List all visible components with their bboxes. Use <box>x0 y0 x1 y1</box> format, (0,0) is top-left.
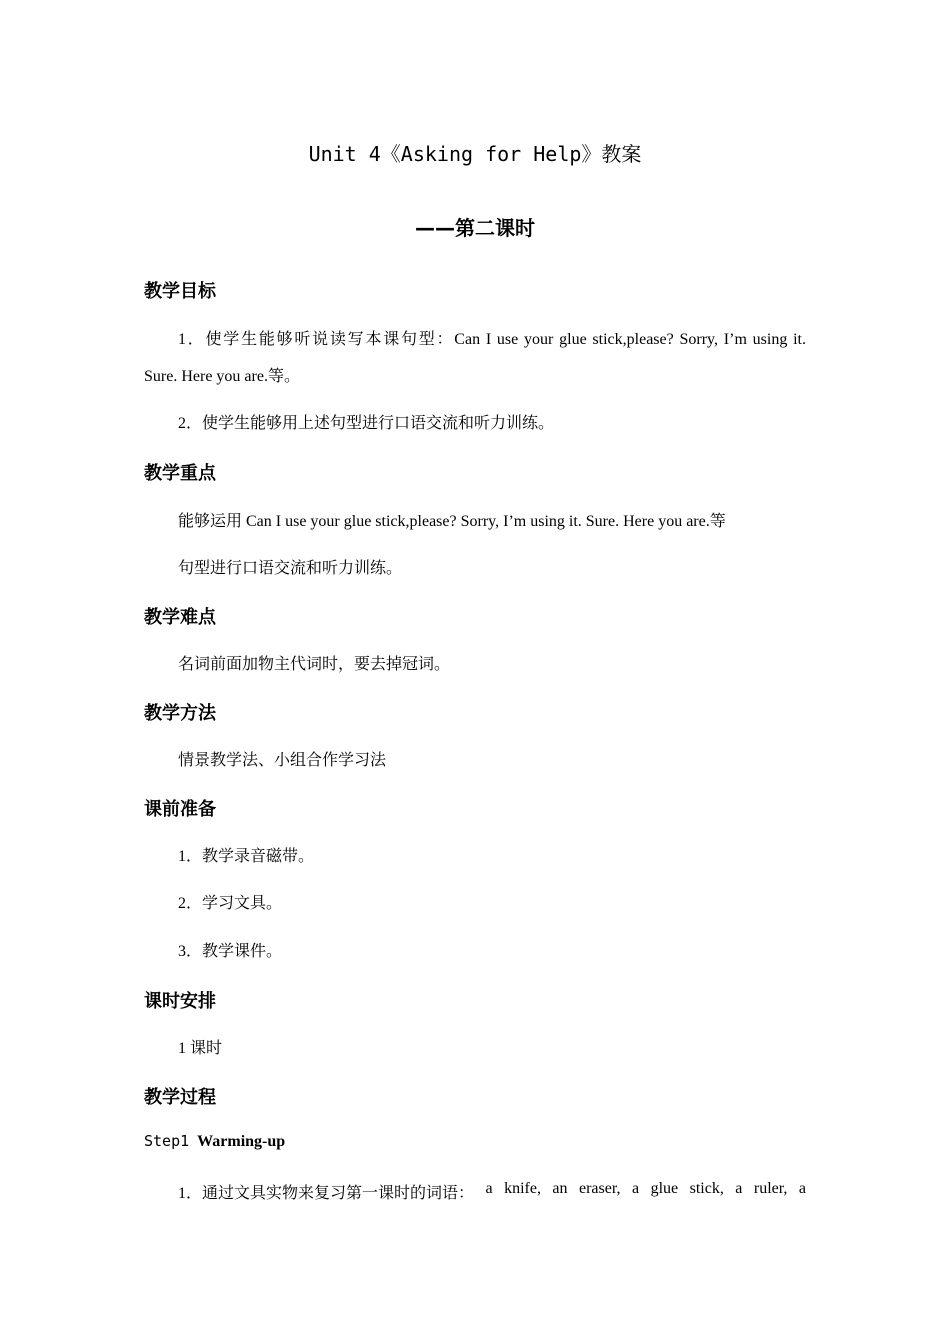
methods-line-1: 情景教学法、小组合作学习法 <box>178 752 387 769</box>
objectives-item-2: 2．使学生能够用上述句型进行口语交流和听力训练。 <box>178 415 555 432</box>
key-points-line-1: 能够运用 Can I use your glue stick,please? Sorry, I’m using it. Sure. Here you are.等 <box>178 513 726 530</box>
key-points-line-2: 句型进行口语交流和听力训练。 <box>178 560 403 577</box>
process-item-1-word: an <box>552 1180 568 1197</box>
step-label: Step1 <box>144 1132 190 1150</box>
process-item-1-word: glue <box>650 1180 679 1197</box>
process-item-1 <box>178 1180 806 1203</box>
document-subtitle: ——第二课时 <box>415 216 535 240</box>
process-item-1-word: stick, <box>689 1180 724 1197</box>
document-title: Unit 4《Asking for Help》教案 <box>308 142 642 166</box>
heading-key-points: 教学重点 <box>144 463 216 484</box>
heading-difficulties: 教学难点 <box>144 607 216 628</box>
step-title: Warming-up <box>197 1133 286 1150</box>
preparation-item-1: 1．教学录音磁带。 <box>178 848 315 865</box>
heading-process: 教学过程 <box>144 1087 216 1108</box>
process-item-1-word: a <box>798 1180 806 1197</box>
preparation-item-2: 2．学习文具。 <box>178 895 283 912</box>
heading-preparation: 课前准备 <box>144 799 216 820</box>
process-item-1-word: eraser, <box>578 1180 621 1197</box>
process-item-1-word: a <box>632 1180 640 1197</box>
heading-schedule: 课时安排 <box>144 991 216 1012</box>
heading-objectives: 教学目标 <box>144 281 216 302</box>
process-item-1-word: ruler, <box>753 1180 788 1197</box>
objectives-item-1-line-2: Sure. Here you are.等。 <box>144 368 300 385</box>
process-item-1-word: knife, <box>504 1180 541 1197</box>
process-item-1-word: a <box>735 1180 743 1197</box>
process-item-1-word: a <box>485 1180 493 1197</box>
difficulties-line-1: 名词前面加物主代词时，要去掉冠词。 <box>178 656 451 673</box>
preparation-item-3: 3．教学课件。 <box>178 943 283 960</box>
schedule-line-1: 1 课时 <box>178 1040 223 1057</box>
heading-methods: 教学方法 <box>144 703 216 724</box>
process-item-1-word: 1．通过文具实物来复习第一课时的词语： <box>178 1185 475 1202</box>
objectives-item-1-line-1: 1．使学生能够听说读写本课句型：Can I use your glue stick,please? Sorry, I’m using it. <box>178 331 806 348</box>
step-1-heading <box>144 1132 285 1151</box>
